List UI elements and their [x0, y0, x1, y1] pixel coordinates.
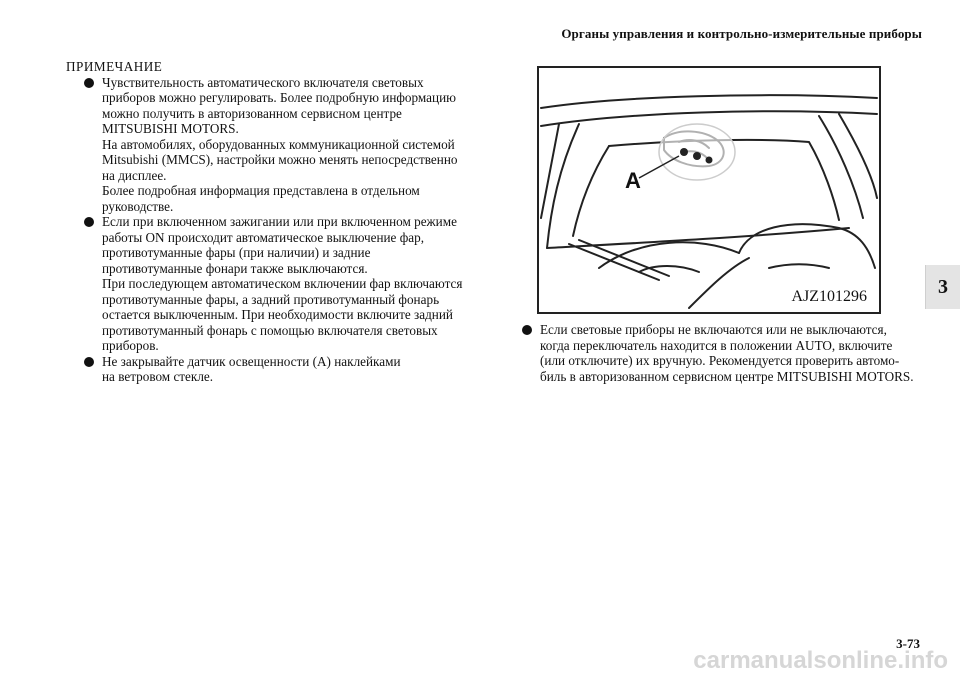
text-line: Если при включенном зажигании или при включенном режиме [102, 214, 457, 229]
text-line: руководстве. [102, 198, 174, 214]
text-line: При последующем автоматическом включении фар включаются [102, 276, 463, 291]
bullet-dot-icon [84, 78, 94, 88]
note-bullet-2 [66, 214, 486, 354]
text-line: На автомобилях, оборудованных коммуникационной системой [102, 136, 455, 152]
windshield-sensor-figure [537, 66, 881, 314]
text-line: (или отключите) их вручную. Рекомендуется проверить автомо- [540, 353, 900, 368]
chapter-tab[interactable]: 3 [925, 265, 960, 309]
text-line: когда переключатель находится в положении AUTO, включите [540, 337, 893, 353]
running-header: Органы управления и контрольно-измерительные приборы [561, 26, 922, 41]
text-line: на ветровом стекле. [102, 369, 214, 384]
note-title: ПРИМЕЧАНИЕ [66, 59, 163, 74]
right-column-text [520, 322, 920, 384]
watermark: carmanualsonline.info [693, 647, 948, 674]
text-line: противотуманный фонарь с помощью включателя световых [102, 322, 438, 338]
sensor-callout-label: A [625, 168, 641, 193]
text-line: работы ON происходит автоматическое выключение фар, [102, 229, 424, 245]
page-number: 3-73 [896, 636, 920, 651]
text-line: противотуманные фары, а задний противотуманный фонарь [102, 291, 440, 307]
text-line: Более подробная информация представлена в отдельном [102, 183, 420, 198]
text-line: Чувствительность автоматического включателя световых [102, 74, 424, 90]
bullet-dot-icon [84, 357, 94, 367]
text-line: Не закрывайте датчик освещенности (A) наклейками [102, 353, 401, 369]
text-line: приборов. [102, 338, 159, 353]
text-line: MITSUBISHI MOTORS. [102, 121, 239, 136]
auto-mode-bullet [520, 322, 920, 384]
text-line: Mitsubishi (MMCS), настройки можно менять непосредственно [102, 152, 458, 167]
windshield-illustration [539, 68, 879, 312]
text-line: на дисплее. [102, 167, 167, 183]
text-line: Если световые приборы не включаются или не выключаются, [540, 322, 887, 337]
note-block [66, 59, 486, 385]
note-bullet-3 [66, 354, 486, 385]
text-line: приборов можно регулировать. Более подробную информацию [102, 90, 456, 105]
text-line: противотуманные фонари также выключаются. [102, 260, 368, 276]
text-line: остается выключенным. При необходимости включите задний [102, 307, 453, 322]
text-line: можно получить в авторизованном сервисном центре [102, 105, 402, 121]
text-line: биль в авторизованном сервисном центре MITSUBISHI MOTORS. [540, 368, 914, 384]
bullet-dot-icon [84, 217, 94, 227]
figure-code: AJZ101296 [791, 288, 867, 305]
text-line: противотуманные фары (при наличии) и задние [102, 245, 371, 260]
note-bullet-1 [66, 75, 486, 215]
bullet-dot-icon [522, 325, 532, 335]
